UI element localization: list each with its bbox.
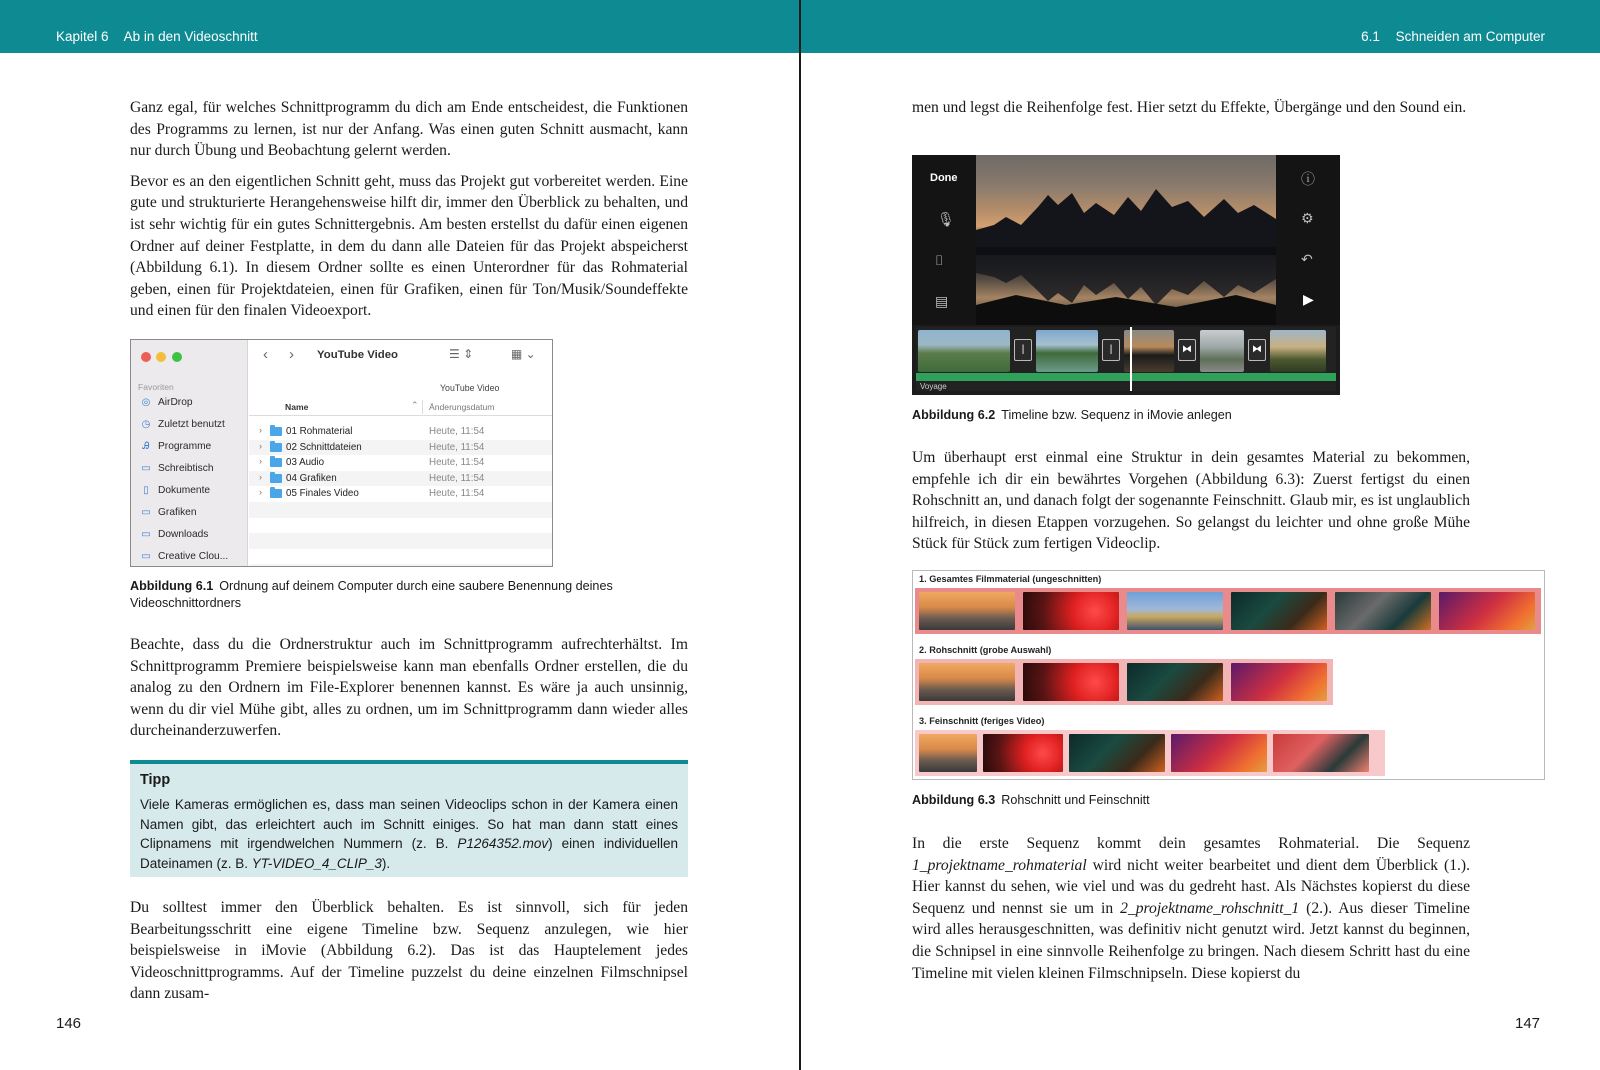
file-row[interactable]: › 05 Finales Video Heute, 11:54 bbox=[259, 487, 485, 500]
microphone-icon[interactable]: 🎙︎ bbox=[937, 211, 955, 227]
disclosure-icon[interactable]: › bbox=[259, 425, 262, 435]
timeline-clip[interactable] bbox=[918, 330, 1010, 372]
row-label: 1. Gesamtes Filmmaterial (ungeschnitten) bbox=[919, 574, 1102, 584]
tip-title: Tipp bbox=[140, 772, 171, 788]
paragraph: Um überhaupt erst einmal eine Struktur in dein gesamtes Material zu bekommen, empfehle ich dir ein bewährtes Vorgehen (Abbildung 6.3): Zuerst fertigst du einen Rohschnitt an, und danach folgt der sogenannte Feinschnitt. Glaub mir, es ist unglaublich hilfreich, in diesen Etappen vorzugehen. So gelangst du leichter und ohne große Mühe Stück für Stück zum fertigen Videoclip. bbox=[912, 449, 1470, 553]
sidebar-item-airdrop[interactable]: ◎ AirDrop bbox=[139, 394, 247, 410]
clip-thumbnail bbox=[1335, 592, 1431, 630]
timeline-clip[interactable] bbox=[1036, 330, 1098, 372]
clock-icon: ◷ bbox=[141, 418, 151, 430]
folder-icon bbox=[270, 489, 282, 498]
clip-thumbnail bbox=[1439, 592, 1535, 630]
folder-icon: ▭ bbox=[141, 506, 151, 518]
figure-caption-6-1 bbox=[130, 578, 630, 611]
file-row[interactable]: › 01 Rohmaterial Heute, 11:54 bbox=[259, 425, 485, 437]
column-name[interactable]: Name bbox=[285, 402, 309, 412]
transition-icon[interactable]: | bbox=[1102, 339, 1120, 361]
timeline-clip[interactable] bbox=[1270, 330, 1326, 372]
sidebar-item-recent[interactable]: ◷ Zuletzt benutzt bbox=[139, 416, 247, 432]
clip-row-full bbox=[915, 588, 1541, 634]
document-icon: ▯ bbox=[143, 484, 149, 496]
sidebar-item-downloads[interactable]: ▭ Downloads bbox=[139, 526, 247, 542]
clip-thumbnail bbox=[983, 734, 1063, 772]
undo-icon[interactable]: ↶ bbox=[1301, 251, 1313, 267]
rohschnitt-feinschnitt-figure bbox=[912, 570, 1545, 780]
chapter-header bbox=[0, 0, 799, 53]
caption-label: Abbildung 6.2 bbox=[912, 408, 996, 422]
clip-thumbnail bbox=[1023, 592, 1119, 630]
sidebar-item-creative-cloud[interactable]: ▭ Creative Clou... bbox=[139, 548, 247, 564]
sidebar-item-desktop[interactable]: ▭ Schreibtisch bbox=[139, 460, 247, 476]
body-text bbox=[912, 833, 1470, 993]
imovie-timeline-figure bbox=[912, 155, 1340, 395]
clip-thumbnail bbox=[919, 663, 1015, 701]
paragraph: Beachte, dass du die Ordnerstruktur auch im Schnittprogramm aufrechterhältst. Im Schnittprogramm Premiere beispielsweise kann man ebenfalls Ordner erstellen, die du analog zu den Ordnern im File-Explorer benennen kannst. Es wäre ja auch unsinnig, wenn du dir viel Mühe gibt, alles zu ordnen, um im Schnittprogramm dann wieder alles durcheinanderzuwerfen. bbox=[130, 636, 688, 740]
left-page bbox=[0, 0, 799, 1070]
folder-icon: ▭ bbox=[141, 550, 151, 562]
section-title: Schneiden am Computer bbox=[1395, 29, 1545, 44]
folder-icon: ▭ bbox=[141, 528, 151, 540]
clip-thumbnail bbox=[1023, 663, 1119, 701]
empty-row bbox=[249, 564, 552, 567]
folder-icon bbox=[270, 427, 282, 436]
row-label: 2. Rohschnitt (grobe Auswahl) bbox=[919, 645, 1052, 655]
clip-thumbnail bbox=[1231, 663, 1327, 701]
body-text bbox=[130, 897, 688, 1014]
column-divider bbox=[422, 400, 423, 414]
clip-thumbnail bbox=[1231, 592, 1327, 630]
tip-text: Viele Kameras ermöglichen es, dass man seinen Videoclips schon in der Kamera einen Namen gibt, das erleichtert auch im Schnitt einiges. So hat man dann statt eines Clipnamens mit irgendwelchen Nummern (z. B. P1264352.mov) einen individuellen Dateinamen (z. B. YT-VIDEO_4_CLIP_3). bbox=[140, 797, 678, 871]
forward-arrow-icon[interactable]: › bbox=[289, 346, 294, 363]
disclosure-icon[interactable]: › bbox=[259, 471, 262, 482]
column-date[interactable]: Änderungsdatum bbox=[429, 402, 495, 412]
section-header bbox=[801, 0, 1600, 53]
imovie-right-toolbar bbox=[1276, 155, 1340, 325]
disclosure-icon[interactable]: › bbox=[259, 440, 262, 451]
transition-icon[interactable]: ⧓ bbox=[1178, 339, 1196, 361]
grid-view-icon[interactable]: ▦ ⌄ bbox=[511, 347, 536, 361]
transition-icon[interactable]: ⧓ bbox=[1248, 339, 1266, 361]
clip-thumbnail bbox=[1127, 663, 1223, 701]
caption-label: Abbildung 6.3 bbox=[912, 793, 996, 807]
empty-row bbox=[249, 502, 552, 518]
playhead[interactable] bbox=[1130, 327, 1132, 391]
zoom-window-button[interactable] bbox=[172, 352, 182, 362]
video-preview bbox=[976, 155, 1276, 325]
close-window-button[interactable] bbox=[141, 352, 151, 362]
paragraph: Du solltest immer den Überblick behalten. Es ist sinnvoll, sich für jeden Bearbeitungsschritt eine eigene Timeline bzw. Sequenz anzulegen, wie hier beispielsweise in iMovie (Abbildung 6.2). Das ist das Hauptelement jedes Videoschnittprogramms. Auf der Timeline puzzelst du deine einzelnen Filmschnipsel dann zusam- bbox=[130, 899, 688, 1003]
airdrop-icon: ◎ bbox=[141, 396, 151, 408]
play-icon[interactable]: ▶ bbox=[1303, 291, 1314, 307]
caption-text: Ordnung auf deinem Computer durch eine saubere Benennung deines Videoschnittordners bbox=[130, 579, 613, 610]
paragraph: Bevor es an den eigentlichen Schnitt geht, muss das Projekt gut vorbereitet werden. Eine gute und strukturierte Herangehensweise hilft dir, immer den Überblick zu behalten, und ist sehr wichtig für ein gutes Schnittergebnis. Am besten erstellst du dafür einen eigenen Ordner auf deiner Festplatte, in dem du dann alle Dateien für das Projekt abspeicherst (Abbildung 6.1). In diesem Ordner sollte es einen Unterordner für das Rohmaterial geben, einen für Projektdateien, einen für Grafiken, einen für Ton/Musik/Soundeffekte und einen für den finalen Videoexport. bbox=[130, 172, 688, 320]
apps-icon: Ꭿ bbox=[142, 440, 150, 452]
folder-icon bbox=[270, 474, 282, 483]
audio-track-label: Voyage bbox=[920, 382, 947, 391]
figure-caption-6-2 bbox=[912, 407, 1472, 424]
sidebar-item-documents[interactable]: ▯ Dokumente bbox=[139, 482, 247, 498]
desktop-icon: ▭ bbox=[141, 462, 151, 474]
chapter-number: Kapitel 6 bbox=[56, 29, 109, 44]
film-music-icon[interactable]: ▤ bbox=[935, 293, 949, 309]
folder-icon bbox=[270, 458, 282, 467]
minimize-window-button[interactable] bbox=[156, 352, 166, 362]
timeline-clip[interactable] bbox=[1200, 330, 1244, 372]
clip-row-rough bbox=[915, 659, 1333, 705]
transition-icon[interactable]: | bbox=[1014, 339, 1032, 361]
page-number: 147 bbox=[1515, 1015, 1541, 1032]
sidebar-item-graphics[interactable]: ▭ Grafiken bbox=[139, 504, 247, 520]
finder-toolbar bbox=[249, 340, 552, 370]
clip-thumbnail bbox=[919, 592, 1015, 630]
folder-icon bbox=[270, 443, 282, 452]
disclosure-icon[interactable]: › bbox=[259, 487, 262, 498]
body-text bbox=[912, 97, 1470, 128]
clip-thumbnail bbox=[919, 734, 977, 772]
paragraph: Ganz egal, für welches Schnittprogramm du dich am Ende entscheidest, die Funktionen des Programms zu lernen, ist nur der Anfang. Was einen guten Schnitt ausmacht, kann nur durch Übung und Beobachtung gelernt werden. bbox=[130, 99, 688, 160]
file-row[interactable]: › 03 Audio Heute, 11:54 bbox=[259, 456, 485, 469]
list-view-icon[interactable]: ☰ ⇕ bbox=[449, 347, 474, 361]
figure-caption-6-3 bbox=[912, 792, 1472, 809]
sidebar-item-programs[interactable]: Ꭿ Programme bbox=[139, 438, 247, 454]
paragraph: men und legst die Reihenfolge fest. Hier setzt du Effekte, Übergänge und den Sound ein. bbox=[912, 99, 1467, 116]
file-row[interactable]: › 04 Grafiken Heute, 11:54 bbox=[249, 471, 552, 487]
finder-window-figure bbox=[130, 339, 553, 567]
caption-label: Abbildung 6.1 bbox=[130, 579, 214, 593]
done-button[interactable]: Done bbox=[930, 172, 958, 184]
help-icon[interactable]: ⓘ bbox=[1301, 171, 1315, 187]
caption-text: Timeline bzw. Sequenz in iMovie anlegen bbox=[1001, 408, 1232, 422]
timeline-strip bbox=[916, 327, 1336, 391]
empty-row bbox=[249, 533, 552, 549]
clip-row-fine bbox=[915, 730, 1385, 776]
sidebar-section-label: Favoriten bbox=[138, 382, 174, 392]
camera-icon[interactable]: ⌷ bbox=[935, 252, 944, 268]
chapter-title: Ab in den Videoschnitt bbox=[123, 29, 258, 44]
folder-path-title: YouTube Video bbox=[440, 383, 500, 393]
audio-track[interactable] bbox=[916, 373, 1336, 381]
clip-thumbnail bbox=[1127, 592, 1223, 630]
column-header bbox=[249, 398, 552, 416]
intro-text bbox=[130, 97, 688, 331]
sort-chevron-icon[interactable]: ⌃ bbox=[411, 400, 419, 410]
imovie-left-toolbar bbox=[912, 155, 976, 325]
settings-icon[interactable]: ⚙ bbox=[1301, 210, 1314, 226]
back-arrow-icon[interactable]: ‹ bbox=[263, 346, 268, 363]
paragraph: In die erste Sequenz kommt dein gesamtes Rohmaterial. Die Sequenz 1_projektname_rohmaterial wird nicht weiter bearbeitet und dient dem Überblick (1.). Hier kannst du sehen, wie viel und was du gedreht hast. Als Nächstes kopierst du diese Sequenz und nennst sie um in 2_projektname_rohschnitt_1 (2.). Aus dieser Timeline wird alles herausgeschnitten, was definitiv nicht genutzt wird. Jetzt kannst du beginnen, die Schnipsel in eine sinnvolle Reihenfolge zu bringen. Nach diesem Schritt hast du eine Timeline mit vielen kleinen Filmschnipseln. Diese kopierst du bbox=[912, 835, 1470, 982]
body-text bbox=[130, 634, 688, 751]
clip-thumbnail bbox=[1273, 734, 1369, 772]
window-title: YouTube Video bbox=[317, 349, 399, 361]
file-row[interactable]: › 02 Schnittdateien Heute, 11:54 bbox=[249, 440, 552, 456]
caption-text: Rohschnitt und Feinschnitt bbox=[1001, 793, 1150, 807]
tip-box bbox=[130, 760, 688, 877]
disclosure-icon[interactable]: › bbox=[259, 456, 262, 467]
finder-sidebar bbox=[131, 340, 248, 566]
section-number: 6.1 bbox=[1361, 29, 1380, 44]
page-number: 146 bbox=[56, 1015, 82, 1032]
clip-thumbnail bbox=[1171, 734, 1267, 772]
body-text bbox=[912, 447, 1470, 564]
clip-thumbnail bbox=[1069, 734, 1165, 772]
row-label: 3. Feinschnitt (feriges Video) bbox=[919, 716, 1045, 726]
